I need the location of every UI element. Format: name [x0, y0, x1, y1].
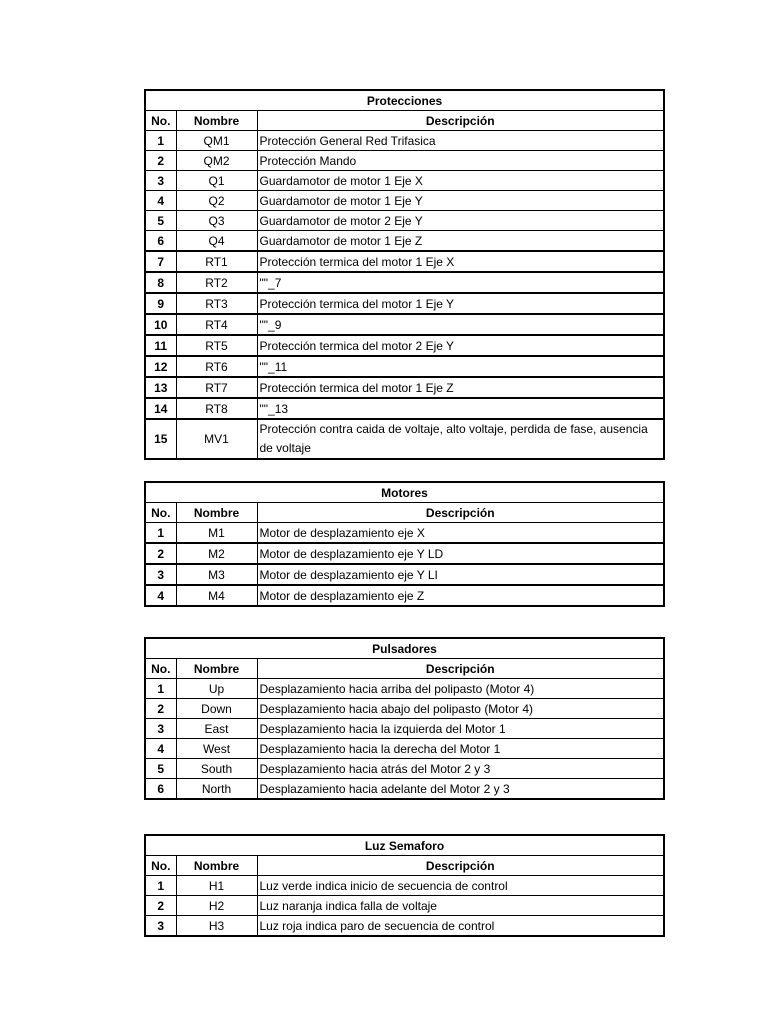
cell-nombre: Down: [176, 699, 257, 719]
header-no: No.: [145, 659, 176, 679]
cell-no: 4: [145, 739, 176, 759]
table-row: [145, 211, 664, 231]
table-row: [145, 293, 664, 314]
cell-descripcion: Guardamotor de motor 2 Eje Y: [257, 211, 664, 231]
cell-descripcion: Protección termica del motor 1 Eje X: [257, 251, 664, 272]
cell-nombre: RT2: [176, 272, 257, 293]
cell-no: 5: [145, 211, 176, 231]
cell-nombre: M2: [176, 543, 257, 564]
table-row: [145, 272, 664, 293]
cell-no: 11: [145, 335, 176, 356]
cell-no: 12: [145, 356, 176, 377]
table-row: [145, 151, 664, 171]
table-row: [145, 585, 664, 606]
cell-nombre: M3: [176, 564, 257, 585]
cell-descripcion: Guardamotor de motor 1 Eje X: [257, 171, 664, 191]
cell-descripcion: Desplazamiento hacia arriba del polipasto (Motor 4): [257, 679, 664, 699]
cell-descripcion: Luz roja indica paro de secuencia de control: [257, 916, 664, 937]
cell-no: 9: [145, 293, 176, 314]
table-row: [145, 131, 664, 151]
table-row: [145, 876, 664, 896]
table-title-row: [145, 90, 664, 111]
table-pulsadores: [144, 637, 665, 800]
cell-descripcion: Protección contra caida de voltaje, alto voltaje, perdida de fase, ausencia de voltaje: [257, 419, 664, 459]
cell-descripcion: Motor de desplazamiento eje X: [257, 523, 664, 544]
table-row: [145, 916, 664, 937]
table-row: [145, 356, 664, 377]
table-row: [145, 231, 664, 252]
cell-descripcion: Luz naranja indica falla de voltaje: [257, 896, 664, 916]
cell-no: 1: [145, 876, 176, 896]
cell-descripcion: ""_9: [257, 314, 664, 335]
cell-nombre: RT8: [176, 398, 257, 419]
header-descripcion: Descripción: [257, 503, 664, 523]
table-title: Pulsadores: [145, 638, 664, 659]
cell-no: 2: [145, 699, 176, 719]
header-nombre: Nombre: [176, 503, 257, 523]
cell-no: 8: [145, 272, 176, 293]
table-row: [145, 543, 664, 564]
cell-descripcion: Protección termica del motor 1 Eje Y: [257, 293, 664, 314]
cell-no: 4: [145, 191, 176, 211]
cell-no: 4: [145, 585, 176, 606]
table-luz-semaforo: [144, 834, 665, 937]
header-no: No.: [145, 856, 176, 876]
cell-descripcion: ""_7: [257, 272, 664, 293]
cell-no: 3: [145, 719, 176, 739]
cell-no: 7: [145, 251, 176, 272]
cell-descripcion: Desplazamiento hacia la derecha del Motor 1: [257, 739, 664, 759]
cell-descripcion: Desplazamiento hacia abajo del polipasto (Motor 4): [257, 699, 664, 719]
cell-no: 1: [145, 131, 176, 151]
cell-descripcion: ""_11: [257, 356, 664, 377]
table-row: [145, 779, 664, 800]
cell-nombre: Up: [176, 679, 257, 699]
table-title: Protecciones: [145, 90, 664, 111]
cell-nombre: RT5: [176, 335, 257, 356]
cell-nombre: Q3: [176, 211, 257, 231]
table-row: [145, 419, 664, 459]
table-row: [145, 191, 664, 211]
cell-descripcion: ""_13: [257, 398, 664, 419]
cell-nombre: H1: [176, 876, 257, 896]
cell-descripcion: Protección termica del motor 2 Eje Y: [257, 335, 664, 356]
cell-no: 3: [145, 564, 176, 585]
table-row: [145, 699, 664, 719]
table-row: [145, 679, 664, 699]
table-row: [145, 739, 664, 759]
cell-descripcion: Luz verde indica inicio de secuencia de control: [257, 876, 664, 896]
cell-nombre: Q4: [176, 231, 257, 252]
cell-no: 3: [145, 171, 176, 191]
cell-descripcion: Protección Mando: [257, 151, 664, 171]
table-title-row: [145, 835, 664, 856]
table-row: [145, 759, 664, 779]
cell-descripcion: Motor de desplazamiento eje Z: [257, 585, 664, 606]
table-header-row: [145, 659, 664, 679]
table-row: [145, 171, 664, 191]
table-row: [145, 896, 664, 916]
cell-no: 1: [145, 523, 176, 544]
cell-no: 15: [145, 419, 176, 459]
cell-descripcion: Desplazamiento hacia atrás del Motor 2 y 3: [257, 759, 664, 779]
header-nombre: Nombre: [176, 856, 257, 876]
header-nombre: Nombre: [176, 111, 257, 131]
cell-descripcion: Guardamotor de motor 1 Eje Z: [257, 231, 664, 252]
table-header-row: [145, 503, 664, 523]
cell-nombre: West: [176, 739, 257, 759]
cell-descripcion: Protección termica del motor 1 Eje Z: [257, 377, 664, 398]
table-title: Motores: [145, 482, 664, 503]
table-title: Luz Semaforo: [145, 835, 664, 856]
table-row: [145, 523, 664, 544]
cell-no: 13: [145, 377, 176, 398]
cell-nombre: RT7: [176, 377, 257, 398]
cell-nombre: RT3: [176, 293, 257, 314]
cell-no: 2: [145, 543, 176, 564]
table-motores: [144, 481, 665, 607]
cell-nombre: MV1: [176, 419, 257, 459]
table-row: [145, 564, 664, 585]
cell-nombre: Q2: [176, 191, 257, 211]
header-descripcion: Descripción: [257, 111, 664, 131]
header-nombre: Nombre: [176, 659, 257, 679]
table-title-row: [145, 482, 664, 503]
cell-nombre: RT6: [176, 356, 257, 377]
header-descripcion: Descripción: [257, 659, 664, 679]
table-protecciones: [144, 89, 665, 460]
table-header-row: [145, 111, 664, 131]
cell-nombre: East: [176, 719, 257, 739]
header-descripcion: Descripción: [257, 856, 664, 876]
cell-no: 6: [145, 779, 176, 800]
table-row: [145, 719, 664, 739]
cell-descripcion: Guardamotor de motor 1 Eje Y: [257, 191, 664, 211]
table-row: [145, 251, 664, 272]
cell-no: 10: [145, 314, 176, 335]
cell-nombre: RT1: [176, 251, 257, 272]
cell-nombre: H3: [176, 916, 257, 937]
header-no: No.: [145, 111, 176, 131]
cell-no: 2: [145, 151, 176, 171]
cell-nombre: North: [176, 779, 257, 800]
table-row: [145, 335, 664, 356]
cell-nombre: M1: [176, 523, 257, 544]
cell-nombre: QM1: [176, 131, 257, 151]
table-title-row: [145, 638, 664, 659]
cell-nombre: H2: [176, 896, 257, 916]
cell-no: 3: [145, 916, 176, 937]
table-header-row: [145, 856, 664, 876]
cell-descripcion: Protección General Red Trifasica: [257, 131, 664, 151]
cell-nombre: RT4: [176, 314, 257, 335]
cell-descripcion: Motor de desplazamiento eje Y LI: [257, 564, 664, 585]
cell-nombre: M4: [176, 585, 257, 606]
cell-nombre: South: [176, 759, 257, 779]
cell-descripcion: Desplazamiento hacia adelante del Motor 2 y 3: [257, 779, 664, 800]
header-no: No.: [145, 503, 176, 523]
cell-no: 6: [145, 231, 176, 252]
table-row: [145, 377, 664, 398]
cell-no: 5: [145, 759, 176, 779]
cell-nombre: Q1: [176, 171, 257, 191]
cell-descripcion: Desplazamiento hacia la izquierda del Motor 1: [257, 719, 664, 739]
cell-descripcion: Motor de desplazamiento eje Y LD: [257, 543, 664, 564]
cell-no: 2: [145, 896, 176, 916]
table-row: [145, 314, 664, 335]
cell-no: 14: [145, 398, 176, 419]
cell-nombre: QM2: [176, 151, 257, 171]
table-row: [145, 398, 664, 419]
cell-no: 1: [145, 679, 176, 699]
